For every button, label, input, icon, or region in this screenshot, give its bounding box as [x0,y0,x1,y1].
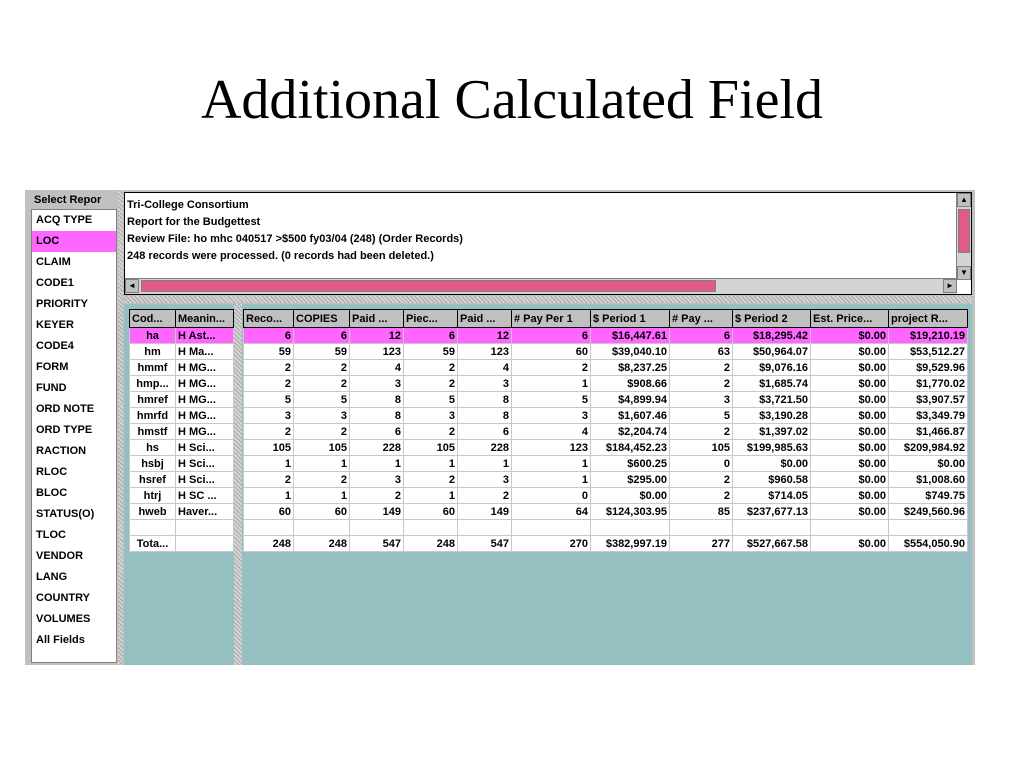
horizontal-splitter[interactable] [124,296,972,303]
table-cell: 2 [294,472,350,488]
table-cell: 228 [458,440,512,456]
table-cell: $3,907.57 [889,392,968,408]
table-cell: 6 [404,328,458,344]
table-cell: 59 [244,344,294,360]
table-row[interactable] [130,408,234,424]
table-cell: 105 [404,440,458,456]
table-cell: 2 [294,424,350,440]
table-cell: $199,985.63 [733,440,811,456]
table-cell: $714.05 [733,488,811,504]
table-cell: 547 [458,536,512,552]
table-cell: $0.00 [811,488,889,504]
table-cell: hmrfd [130,408,176,424]
table-cell: ha [130,328,176,344]
column-header[interactable]: Piec... [404,310,458,328]
report-option-rloc[interactable]: RLOC [36,466,68,478]
table-cell: 5 [512,392,591,408]
table-cell: 6 [244,328,294,344]
table-cell: 6 [458,424,512,440]
table-cell: 6 [512,328,591,344]
table-cell: 1 [294,456,350,472]
table-cell [670,520,733,536]
table-cell: $527,667.58 [733,536,811,552]
table-row[interactable] [244,360,968,376]
table-row[interactable] [130,456,234,472]
table-cell: 248 [294,536,350,552]
report-option-all-fields[interactable]: All Fields [36,634,85,646]
column-header[interactable]: # Pay ... [670,310,733,328]
table-cell: 228 [350,440,404,456]
table-cell: 60 [244,504,294,520]
table-cell: 5 [244,392,294,408]
table-cell: $3,190.28 [733,408,811,424]
table-cell: 8 [458,392,512,408]
table-cell: htrj [130,488,176,504]
data-table-container [243,309,972,665]
table-cell: 12 [350,328,404,344]
table-cell: $0.00 [889,456,968,472]
table-cell: $50,964.07 [733,344,811,360]
table-cell: hsref [130,472,176,488]
table-row[interactable] [130,472,234,488]
table-cell: $0.00 [811,472,889,488]
table-row[interactable] [130,440,234,456]
report-option-acq-type[interactable]: ACQ TYPE [36,214,93,226]
table-cell: 59 [294,344,350,360]
table-cell: 3 [458,376,512,392]
table-cell: 105 [670,440,733,456]
table-cell: 12 [458,328,512,344]
table-cell: $18,295.42 [733,328,811,344]
table-cell [244,520,294,536]
table-cell: H MG... [176,408,234,424]
table-cell: 2 [404,360,458,376]
table-cell: 2 [294,376,350,392]
table-cell: 2 [244,376,294,392]
table-cell: 2 [670,424,733,440]
table-cell: 8 [350,408,404,424]
scroll-left-arrow-icon[interactable]: ◄ [125,279,139,293]
table-row[interactable] [130,360,234,376]
table-row[interactable] [130,520,234,536]
table-cell: Haver... [176,504,234,520]
log-line: Tri-College Consortium [127,199,249,211]
report-option-country[interactable]: COUNTRY [36,592,90,604]
table-cell: $53,512.27 [889,344,968,360]
table-cell: hmmf [130,360,176,376]
table-cell: 123 [512,440,591,456]
table-cell: 85 [670,504,733,520]
table-cell [512,520,591,536]
table-cell: $0.00 [811,344,889,360]
table-cell: $1,685.74 [733,376,811,392]
table-cell: 6 [294,328,350,344]
table-cell: $39,040.10 [591,344,670,360]
table-row[interactable] [130,392,234,408]
table-cell: Tota... [130,536,176,552]
table-cell: $0.00 [591,488,670,504]
table-cell: $249,560.96 [889,504,968,520]
table-cell: $3,349.79 [889,408,968,424]
table-cell: $4,899.94 [591,392,670,408]
column-header[interactable]: Paid ... [458,310,512,328]
table-row[interactable] [130,536,234,552]
table-row[interactable] [130,344,234,360]
table-cell: 2 [512,360,591,376]
table-cell [889,520,968,536]
table-cell: 5 [404,392,458,408]
table-cell: hs [130,440,176,456]
report-option-priority[interactable]: PRIORITY [36,298,88,310]
table-cell: $237,677.13 [733,504,811,520]
table-cell: 64 [512,504,591,520]
table-row[interactable] [130,488,234,504]
table-row[interactable] [244,456,968,472]
table-cell: 149 [350,504,404,520]
table-cell [350,520,404,536]
column-header[interactable]: # Pay Per 1 [512,310,591,328]
table-cell: $1,008.60 [889,472,968,488]
table-row[interactable] [244,408,968,424]
table-cell: $2,204.74 [591,424,670,440]
table-cell: H Sci... [176,456,234,472]
table-cell: 60 [294,504,350,520]
table-cell: $382,997.19 [591,536,670,552]
table-cell: 8 [350,392,404,408]
log-vertical-scroll-thumb[interactable] [958,209,970,253]
report-option-volumes[interactable]: VOLUMES [36,613,91,625]
table-row[interactable] [244,472,968,488]
report-selector-panel [28,193,117,663]
table-cell: $908.66 [591,376,670,392]
scroll-down-arrow-icon[interactable]: ▼ [957,266,971,280]
table-area [124,304,972,665]
table-cell: hm [130,344,176,360]
report-selector-list[interactable] [31,209,117,663]
table-cell: 3 [350,376,404,392]
table-splitter[interactable] [234,304,242,665]
report-option-fund[interactable]: FUND [36,382,67,394]
table-cell: 2 [244,360,294,376]
table-cell: 123 [350,344,404,360]
table-row[interactable] [244,504,968,520]
table-cell: 63 [670,344,733,360]
table-cell: $124,303.95 [591,504,670,520]
table-row[interactable] [244,328,968,344]
table-cell: $1,466.87 [889,424,968,440]
table-cell: 149 [458,504,512,520]
table-cell: 4 [350,360,404,376]
table-cell: H Sci... [176,472,234,488]
table-cell: 3 [294,408,350,424]
report-option-form[interactable]: FORM [36,361,69,373]
table-cell: 105 [294,440,350,456]
table-cell: 1 [512,376,591,392]
table-cell [811,520,889,536]
table-cell: 105 [244,440,294,456]
table-cell: hmstf [130,424,176,440]
table-cell: 1 [244,456,294,472]
table-cell: 2 [404,424,458,440]
report-option-ord-type[interactable]: ORD TYPE [36,424,93,436]
table-cell: 3 [458,472,512,488]
table-cell: $0.00 [811,376,889,392]
log-horizontal-scrollbar[interactable] [125,278,957,294]
table-row[interactable] [130,424,234,440]
table-cell: $184,452.23 [591,440,670,456]
table-cell: 3 [350,472,404,488]
table-cell: 123 [458,344,512,360]
table-row[interactable] [244,536,968,552]
column-header[interactable]: COPIES [294,310,350,328]
table-row[interactable] [130,504,234,520]
table-cell: 1 [512,472,591,488]
table-cell: 2 [670,376,733,392]
table-cell: $8,237.25 [591,360,670,376]
table-row[interactable] [244,520,968,536]
table-cell: 4 [512,424,591,440]
report-option-keyer[interactable]: KEYER [36,319,74,331]
table-cell: 2 [244,472,294,488]
table-cell: $3,721.50 [733,392,811,408]
table-cell: $1,607.46 [591,408,670,424]
table-cell: $0.00 [811,408,889,424]
table-cell: $554,050.90 [889,536,968,552]
table-cell: $0.00 [811,392,889,408]
table-row[interactable] [244,488,968,504]
table-cell: 6 [670,328,733,344]
table-row[interactable] [244,392,968,408]
table-cell [294,520,350,536]
log-line: 248 records were processed. (0 records had been deleted.) [127,250,434,262]
column-header[interactable]: Reco... [244,310,294,328]
table-cell [591,520,670,536]
table-cell: 5 [294,392,350,408]
scroll-right-arrow-icon[interactable]: ► [943,279,957,293]
table-cell: $19,210.19 [889,328,968,344]
table-cell: 2 [350,488,404,504]
table-cell: 2 [294,360,350,376]
table-cell: 6 [350,424,404,440]
table-cell: $1,770.02 [889,376,968,392]
table-cell: $0.00 [811,440,889,456]
table-cell: 1 [350,456,404,472]
table-cell: $0.00 [811,456,889,472]
table-cell [404,520,458,536]
table-cell: $0.00 [811,504,889,520]
table-cell: H Sci... [176,440,234,456]
table-cell: $0.00 [811,360,889,376]
column-header[interactable]: project R... [889,310,968,328]
table-cell: 60 [512,344,591,360]
table-cell: 1 [512,456,591,472]
report-option-status-o[interactable]: STATUS(O) [36,508,95,520]
table-cell [176,536,234,552]
table-cell: H MG... [176,392,234,408]
report-option-raction[interactable]: RACTION [36,445,87,457]
table-cell: H MG... [176,424,234,440]
table-cell: 547 [350,536,404,552]
table-cell: 0 [670,456,733,472]
table-cell: 5 [670,408,733,424]
log-line: Report for the Budgettest [127,216,261,228]
code-table-container [129,309,233,665]
table-cell: 3 [512,408,591,424]
table-cell: $960.58 [733,472,811,488]
table-cell [733,520,811,536]
table-cell: 2 [670,360,733,376]
log-vertical-scrollbar[interactable] [956,193,971,280]
table-cell: 2 [404,472,458,488]
table-cell: $0.00 [811,328,889,344]
table-cell [458,520,512,536]
table-cell: H Ma... [176,344,234,360]
column-header[interactable]: Paid ... [350,310,404,328]
table-cell: $295.00 [591,472,670,488]
table-cell: hmref [130,392,176,408]
table-cell: 1 [404,456,458,472]
table-cell: 4 [458,360,512,376]
table-cell: $600.25 [591,456,670,472]
table-cell: 2 [244,424,294,440]
table-cell: $16,447.61 [591,328,670,344]
table-cell: H SC ... [176,488,234,504]
table-row[interactable] [244,424,968,440]
scroll-up-arrow-icon[interactable]: ▲ [957,193,971,207]
log-area [124,192,972,295]
table-cell: 248 [404,536,458,552]
report-option-vendor[interactable]: VENDOR [36,550,84,562]
log-text [127,197,463,265]
table-cell: $1,397.02 [733,424,811,440]
table-cell: 2 [670,488,733,504]
table-cell [130,520,176,536]
table-cell: 1 [294,488,350,504]
table-cell: 248 [244,536,294,552]
table-row[interactable] [244,376,968,392]
table-cell: $0.00 [733,456,811,472]
table-row[interactable] [130,376,234,392]
table-cell: 2 [670,472,733,488]
report-selector-legend: Select Repor [34,194,102,206]
table-cell: 3 [670,392,733,408]
column-header[interactable]: Meanin... [176,310,234,328]
column-header[interactable]: Cod... [130,310,176,328]
table-cell: hsbj [130,456,176,472]
table-cell: $9,529.96 [889,360,968,376]
table-cell: 1 [458,456,512,472]
table-cell: 270 [512,536,591,552]
report-option-bloc[interactable]: BLOC [36,487,68,499]
table-cell: 2 [404,376,458,392]
table-cell: H Ast... [176,328,234,344]
report-window [25,190,975,665]
data-table [243,309,968,552]
table-cell: 1 [404,488,458,504]
table-row[interactable] [130,328,234,344]
table-cell: $0.00 [811,424,889,440]
table-row[interactable] [244,440,968,456]
table-cell: H MG... [176,360,234,376]
vertical-splitter[interactable] [118,190,123,665]
table-cell: 0 [512,488,591,504]
table-cell: $749.75 [889,488,968,504]
report-option-claim[interactable]: CLAIM [36,256,71,268]
table-cell: 60 [404,504,458,520]
table-cell: 59 [404,344,458,360]
table-cell: hweb [130,504,176,520]
log-horizontal-scroll-thumb[interactable] [141,280,716,292]
table-cell: 3 [244,408,294,424]
table-cell: $9,076.16 [733,360,811,376]
log-line: Review File: ho mhc 040517 >$500 fy03/04 (248) (Order Records) [127,233,463,245]
column-header[interactable]: $ Period 1 [591,310,670,328]
table-cell: $209,984.92 [889,440,968,456]
table-cell: 277 [670,536,733,552]
report-option-lang[interactable]: LANG [36,571,68,583]
table-cell: 1 [244,488,294,504]
report-option-ord-note[interactable]: ORD NOTE [36,403,95,415]
table-cell: H MG... [176,376,234,392]
code-table [129,309,234,552]
table-cell: 8 [458,408,512,424]
report-option-code1[interactable]: CODE1 [36,277,74,289]
table-cell: 3 [404,408,458,424]
report-option-code4[interactable]: CODE4 [36,340,74,352]
table-cell [176,520,234,536]
table-cell: 2 [458,488,512,504]
table-cell: hmp... [130,376,176,392]
column-header[interactable]: $ Period 2 [733,310,811,328]
slide-title: Additional Calculated Field [200,69,824,131]
table-cell: $0.00 [811,536,889,552]
table-row[interactable] [244,344,968,360]
report-option-loc[interactable]: LOC [32,231,116,252]
report-option-tloc[interactable]: TLOC [36,529,66,541]
column-header[interactable]: Est. Price... [811,310,889,328]
